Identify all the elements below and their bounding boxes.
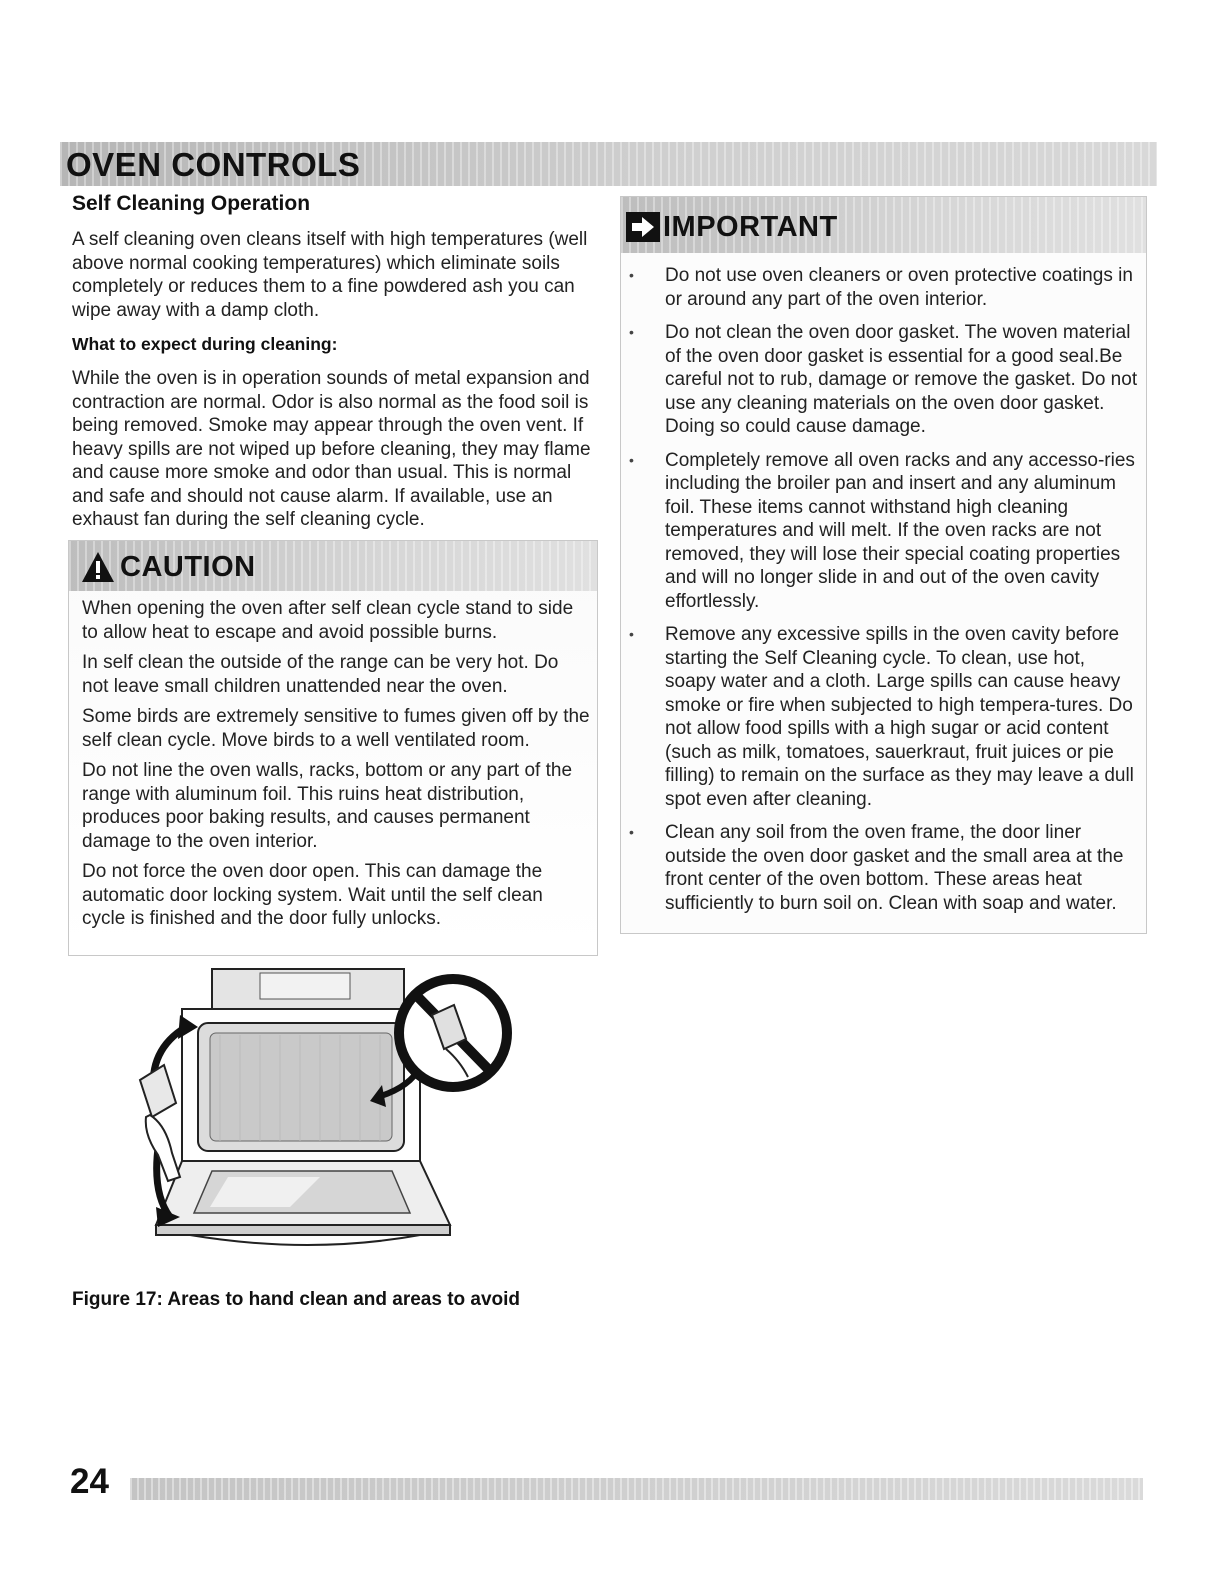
expect-paragraph: While the oven is in operation sounds of metal expansion and contraction are normal. Odor is also normal as the food soil is being removed. Smoke may appear through the oven vent. If heavy spills are not wiped up before cleaning, they may flame and cause more smoke and odor than usual. This is normal and safe and should not cause alarm. If available, use an exhaust fan during the self cleaning cycle. — [72, 368, 591, 530]
caution-label: CAUTION — [120, 551, 256, 583]
caution-item: Do not line the oven walls, racks, bottom or any part of the range with aluminum foil. This ruins heat distribution, produces poor baking results, and causes permanent damage to the oven interior. — [82, 760, 573, 852]
subsection-title: Self Cleaning Operation — [72, 192, 311, 215]
intro-paragraph: A self cleaning oven cleans itself with high temperatures (well above normal cooking temperatures) which eliminate soils completely or reduces them to a fine powdered ash you can wipe away with a damp cloth. — [72, 229, 588, 321]
important-label: IMPORTANT — [663, 211, 838, 243]
bullet: • — [629, 451, 634, 468]
oven-door-cleaning-illustration — [120, 965, 530, 1270]
arrow-right-icon — [626, 212, 660, 242]
caution-list — [82, 597, 590, 938]
list-item-text: Do not clean the oven door gasket. The woven material of the oven door gasket is essential for a good seal.Be careful not to rub, damage or remove the gasket. Do not use any cleaning materials on the oven door gasket. Doing so could cause damage. — [665, 322, 1138, 437]
list-item-text: Completely remove all oven racks and any accesso-ries including the broiler pan and insert and any aluminum foil. These items cannot withstand high cleaning temperatures and will melt. If the oven racks are not removed, they will lose their special coating properties and will no longer slide in and out of the oven cavity effortlessly. — [665, 449, 1135, 612]
list-item — [628, 449, 1140, 614]
bullet: • — [629, 824, 634, 840]
caution-item: Some birds are extremely sensitive to fumes given off by the self clean cycle. Move birds to a well ventilated room. — [82, 706, 590, 751]
warning-triangle-icon — [80, 550, 116, 584]
list-item — [628, 623, 1140, 811]
list-item-text: Clean any soil from the oven frame, the door liner outside the oven door gasket and the small area at the front center of the oven bottom. These areas heat sufficiently to burn soil on. Clean with soap and water. — [665, 822, 1124, 914]
bullet: • — [629, 626, 634, 642]
caution-item: In self clean the outside of the range can be very hot. Do not leave small children unattended near the oven. — [82, 652, 559, 697]
footer-band — [130, 1478, 1143, 1500]
expect-heading: What to expect during cleaning: — [72, 334, 338, 354]
caution-item: When opening the oven after self clean cycle stand to side to allow heat to escape and avoid possible burns. — [82, 598, 574, 643]
section-title: OVEN CONTROLS — [66, 146, 361, 183]
important-list — [628, 264, 1140, 925]
caution-item: Do not force the oven door open. This can damage the automatic door locking system. Wait until the self clean cycle is finished and the door fully unlocks. — [82, 861, 543, 929]
list-item — [628, 321, 1140, 439]
bullet: • — [629, 324, 634, 340]
list-item — [628, 264, 1140, 311]
list-item-text: Remove any excessive spills in the oven cavity before starting the Self Cleaning cycle. To clean, use hot, soapy water and a cloth. Large spills can cause heavy smoke or fire when subjected to high tempera-tures. Do not allow food spills with a high sugar or acid content (such as milk, tomatoes, sauerkraut, fruit juices or pie filling) to remain on the surface as they may leave a dull spot even after cleaning. — [665, 624, 1134, 810]
page-number: 24 — [70, 1462, 109, 1501]
bullet: • — [629, 267, 634, 283]
figure-caption: Figure 17: Areas to hand clean and areas to avoid — [72, 1289, 521, 1310]
list-item — [628, 821, 1140, 915]
list-item-text: Do not use oven cleaners or oven protective coatings in or around any part of the oven interior. — [665, 265, 1133, 310]
